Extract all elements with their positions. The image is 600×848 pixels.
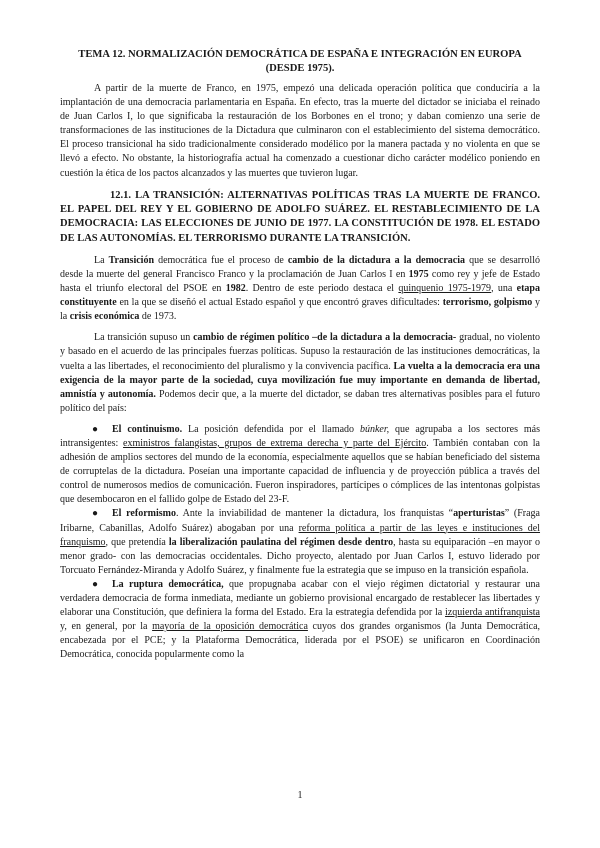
document-title: TEMA 12. NORMALIZACIÓN DEMOCRÁTICA DE ESPAÑA E INTEGRACIÓN EN EUROPA (DESDE 1975). <box>78 49 522 74</box>
bullet-ruptura: ● La ruptura democrática, que propugnaba acabar con el viejo régimen dictatorial y restaurar una verdadera democracia de forma inmediata, mediante un gobierno provisional encargado de restablecer las libertades y elaborar una Constitución, que definiera la forma del Estado. Era la estrategia defendida por la izquierda antifranquista y, en general, por la mayoría de la oposición democrática cuyos dos grandes organismos (la Junta Democrática, encabezada por el PCE; y la Plataforma Democrática, liderada por el PSOE) se unificaron en Coordinación Democrática, conocida popularmente como la <box>60 578 541 661</box>
bullet-continuismo: ● El continuismo. La posición defendida por el llamado búnker, que agrupaba a los sectores más intransigentes: exministros falangistas, grupos de extrema derecha y parte del Ejército. También contaban con la adhesión de amplios sectores del mundo de la economía, especialmente aquellos que se habían beneficiado del sistema de corruptelas de la dictadura. Poseían una importante capacidad de influencia y de proyección pública a través del control de numerosos medios de comunicación. Fueron inspiradores, partícipes o cómplices de las intentonas golpistas que desembocaron en el fallido golpe de Estado del 23-F. <box>60 423 540 506</box>
page-number: 1 <box>297 790 303 801</box>
bullet-dot: ● <box>92 423 99 435</box>
intro-paragraph: A partir de la muerte de Franco, en 1975, empezó una delicada operación política que conduciría a la implantación de una democracia parlamentaria en España. En efecto, tras la muerte del dictador se iniciaba el reinado de Juan Carlos I, lo que significaba la restauración de los Borbones en el trono; y daban comienzo una serie de transformaciones de las instituciones de la Dictadura que culminaron con el establecimiento del sistema democrático. El proceso transicional ha sido tradicionalmente considerado modélico por la manera pactada y no violenta en que se llevó a efecto. No obstante, la historiografía actual ha comenzado a cuestionar dicho carácter modélico poniendo en cuestión la ética de los pactos alcanzados y las muertes que tuvieron lugar. <box>60 83 540 179</box>
bullet-dot: ● <box>92 508 99 520</box>
paragraph-transicion: La Transición democrática fue el proceso de cambio de la dictadura a la democracia que se desarrolló desde la muerte del general Francisco Franco y la proclamación de Juan Carlos I en 1975 como rey y jefe de Estado hasta el triunfo electoral del PSOE en 1982. Dentro de este periodo destaca el quinquenio 1975-1979, una etapa constituyente en la que se diseñó el actual Estado español y que encontró graves dificultades: terrorismo, golpismo y la crisis económica de 1973. <box>60 254 540 323</box>
bullet-dot: ● <box>92 578 99 590</box>
bullet-reformismo: ● El reformismo. Ante la inviabilidad de mantener la dictadura, los franquistas “aperturistas” (Fraga Iribarne, Cabanillas, Adolfo Suárez) abogaban por una reforma política a partir de las leyes e instituciones del franquismo, que pretendía la liberalización paulatina del régimen desde dentro, hasta su equiparación –en mayor o menor grado- con las democracias occidentales. Dicho proyecto, alentado por Juan Carlos I, estuvo liderado por Torcuato Fernández-Miranda y Adolfo Suárez, y finalmente fue la estrategia que se impuso en la transición española. <box>60 508 541 576</box>
document-page <box>60 48 540 662</box>
paragraph-cambio-regimen: La transición supuso un cambio de régimen político –de la dictadura a la democracia- gradual, no violento y basado en el acuerdo de las principales fuerzas políticas. Supuso la restauración de las instituciones democráticas, la vuelta a las libertades, el reconocimiento del pluralismo y la convivencia pacífica. La vuelta a la democracia era una exigencia de la mayor parte de la sociedad, cuya movilización fue muy importante en demanda de libertad, amnistía y autonomía. Podemos decir que, a la muerte del dictador, se daban tres alternativas posibles para el futuro político del país: <box>60 332 541 414</box>
section-heading: 12.1. LA TRANSICIÓN: ALTERNATIVAS POLÍTICAS TRAS LA MUERTE DE FRANCO. EL PAPEL DEL REY Y EL GOBIERNO DE ADOLFO SUÁREZ. EL RESTABLECIMIENTO DE LA DEMOCRACIA: LAS ELECCIONES DE JUNIO DE 1977. LA CONSTITUCIÓN DE 1978. EL ESTADO DE LAS AUTONOMÍAS. EL TERRORISMO DURANTE LA TRANSICIÓN. <box>60 189 540 244</box>
